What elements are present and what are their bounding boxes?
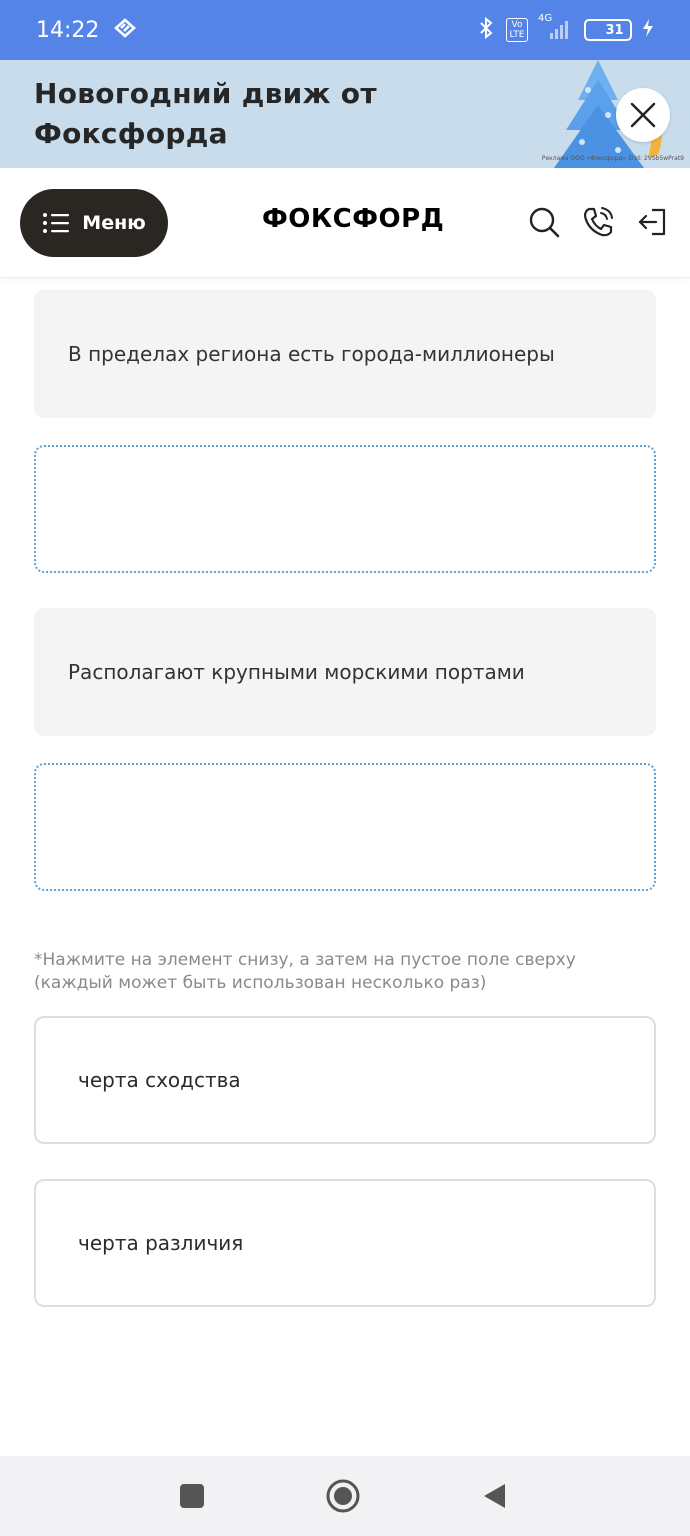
answer-drop-zone-2[interactable] (34, 763, 656, 891)
answer-option-label: черта различия (78, 1231, 244, 1255)
bluetooth-icon (476, 16, 496, 44)
promo-title-line1: Новогодний движ от (34, 77, 377, 110)
phone-icon[interactable] (580, 204, 616, 240)
site-header (0, 168, 690, 278)
promo-banner[interactable] (0, 60, 690, 168)
menu-button[interactable] (20, 189, 168, 257)
status-time: 14:22 (36, 17, 100, 43)
menu-label: Меню (82, 212, 146, 234)
promo-title-line2: Фоксфорда (34, 117, 228, 150)
answer-option-2[interactable] (34, 1179, 656, 1307)
promo-title (34, 74, 377, 154)
menu-icon (42, 212, 70, 234)
signal-icon (538, 13, 574, 41)
site-logo[interactable]: ФОКСФОРД (262, 204, 445, 234)
statement-card-2 (34, 608, 656, 736)
login-icon[interactable] (636, 204, 672, 240)
recents-icon (179, 1483, 205, 1509)
close-icon (630, 102, 656, 128)
home-icon (325, 1478, 361, 1514)
answer-drop-zone-1[interactable] (34, 445, 656, 573)
status-right (476, 13, 654, 44)
charging-icon (642, 18, 654, 42)
volte-icon: Vo LTE (506, 18, 528, 42)
answer-option-label: черта сходства (78, 1068, 241, 1092)
system-nav-bar (0, 1456, 690, 1536)
status-left (36, 17, 137, 43)
answer-option-1[interactable] (34, 1016, 656, 1144)
search-icon[interactable] (526, 204, 562, 240)
statement-text-1: В пределах региона есть города-миллионеры (68, 342, 555, 366)
statement-card-1 (34, 290, 656, 418)
statement-text-2: Располагают крупными морскими портами (68, 660, 525, 684)
app-notification-icon (113, 17, 137, 43)
home-button[interactable] (325, 1478, 361, 1514)
promo-legal-text: Реклама ООО «Фоксфорд» Erid: 2VSb5wPrat9 (541, 155, 684, 162)
instruction-hint: *Нажмите на элемент снизу, а затем на пустое поле сверху (каждый может быть использован несколько раз) (34, 950, 576, 993)
network-type-label: 4G (538, 13, 553, 24)
battery-level: 31 (605, 22, 624, 38)
status-bar (0, 0, 690, 60)
recents-button[interactable] (174, 1478, 210, 1514)
back-icon (479, 1481, 509, 1511)
battery-icon (584, 19, 632, 41)
back-button[interactable] (476, 1478, 512, 1514)
close-banner-button[interactable] (616, 88, 670, 142)
